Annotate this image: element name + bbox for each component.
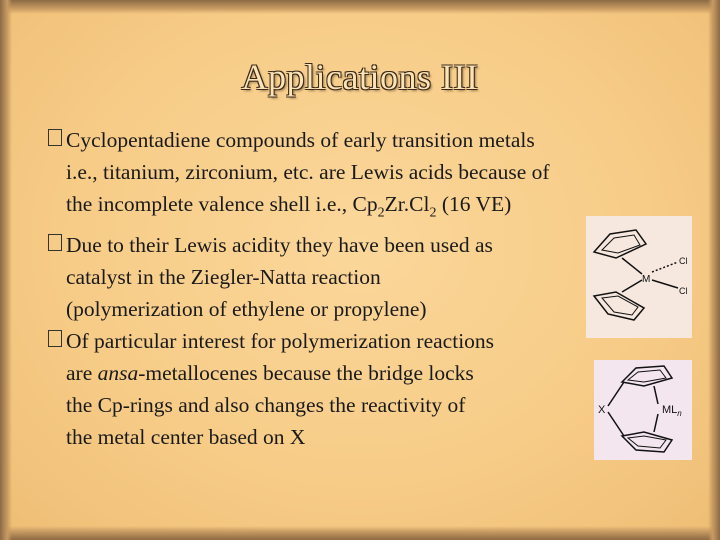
slide-title: Applications III bbox=[241, 57, 479, 97]
ansa-metallocene-structure-figure bbox=[594, 360, 692, 460]
bullet-box-icon bbox=[48, 129, 62, 146]
bridge-label: X bbox=[598, 404, 606, 416]
bullet-item bbox=[48, 325, 688, 453]
bullet-line: the metal center based on X bbox=[66, 425, 306, 450]
bullet-line: (polymerization of ethylene or propylene) bbox=[66, 297, 427, 322]
bullet-line: the Cp-rings and also changes the reactivity of bbox=[66, 393, 466, 418]
bullet-line: are ansa-metallocenes because the bridge locks bbox=[66, 361, 474, 386]
chloride-label: Cl bbox=[679, 286, 688, 296]
bullet-box-icon bbox=[48, 234, 62, 251]
bullet-line: Of particular interest for polymerization reactions bbox=[66, 329, 495, 354]
chloride-label: Cl bbox=[679, 256, 688, 266]
frame-edge-bottom bbox=[0, 526, 720, 540]
bullet-box-icon bbox=[48, 330, 62, 347]
bullet-item bbox=[48, 124, 688, 229]
bullet-line: the incomplete valence shell i.e., $Cp_2Zr.Cl_2$ (16 VE) bbox=[66, 192, 512, 221]
metal-fragment-label: $ML_n$ bbox=[662, 404, 682, 418]
frame-edge-top bbox=[0, 0, 720, 14]
bullet-line: i.e., titanium, zirconium, etc. are Lewis acids because of bbox=[66, 160, 550, 184]
bullet-line: Due to their Lewis acidity they have been used as bbox=[66, 233, 493, 258]
bullet-line: Cyclopentadiene compounds of early transition metals bbox=[66, 128, 535, 152]
metal-label: M bbox=[642, 274, 651, 285]
bullet-line: catalyst in the Ziegler-Natta reaction bbox=[66, 265, 381, 290]
metallocene-structure-figure bbox=[586, 216, 692, 338]
